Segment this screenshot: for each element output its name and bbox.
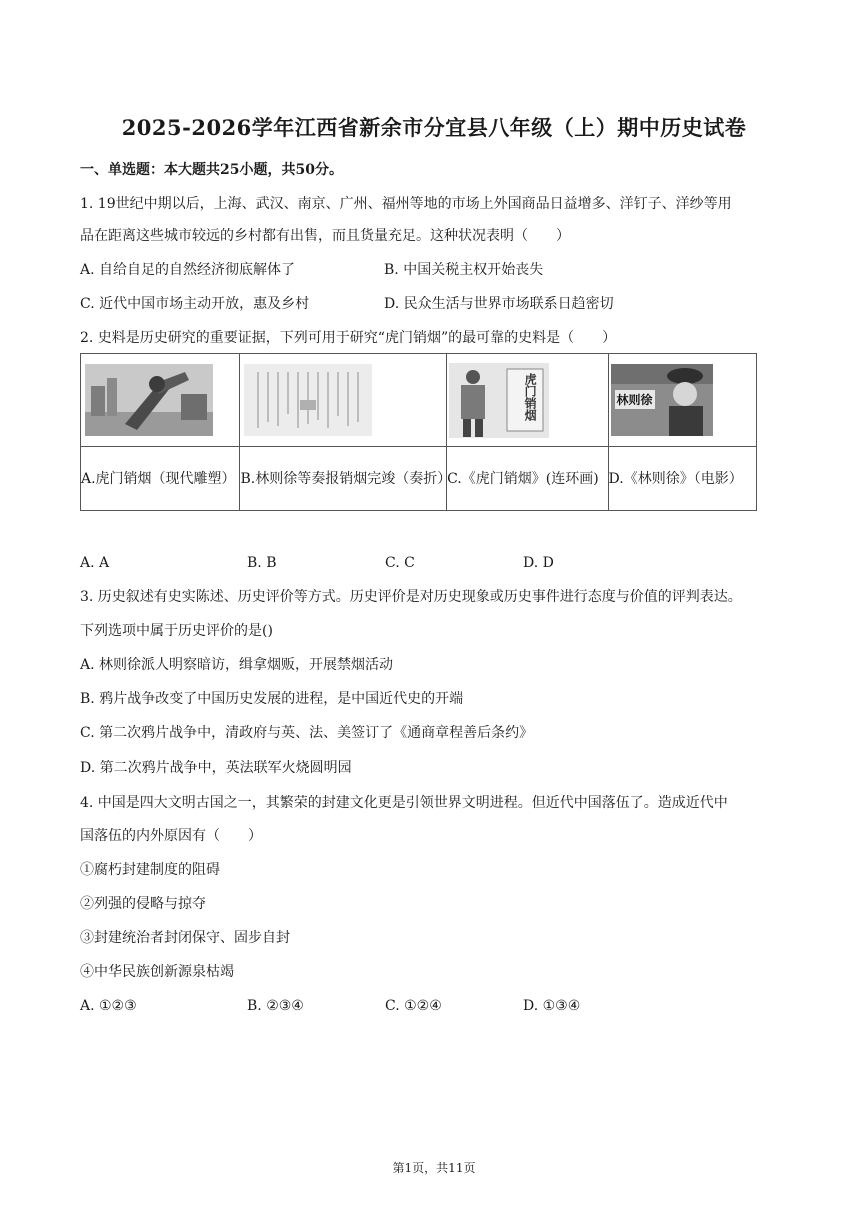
- q4-stem-line2: 国落伍的内外原因有（ ）: [80, 828, 262, 844]
- q4-option-d: D. ①③④: [523, 998, 581, 1014]
- q1-option-c: C. 近代中国市场主动开放，惠及乡村: [80, 296, 310, 312]
- q2-stem: 2. 史料是历史研究的重要证据，下列可用于研究“虎门销烟”的最可靠的史料是（ ）: [80, 330, 617, 346]
- q4-item-4: ④中华民族创新源泉枯竭: [80, 964, 234, 980]
- q4-item-1: ①腐朽封建制度的阻碍: [80, 862, 220, 878]
- comic-title-text: 虎门销烟: [523, 372, 538, 421]
- q2-image-table: [80, 353, 757, 511]
- q2-option-a: A. A: [80, 555, 110, 571]
- sculpture-image: [85, 364, 213, 436]
- q4-option-c: C. ①②④: [385, 998, 442, 1014]
- poster-title-text: 林则徐: [615, 390, 655, 409]
- q1-option-d: D. 民众生活与世界市场联系日趋密切: [384, 296, 614, 312]
- q3-option-d: D. 第二次鸦片战争中，英法联军火烧圆明园: [80, 760, 352, 776]
- q4-option-a: A. ①②③: [80, 998, 137, 1014]
- section-heading: 一、单选题：本大题共25小题，共50分。: [80, 162, 343, 178]
- q3-option-c: C. 第二次鸦片战争中，清政府与英、法、美签订了《通商章程善后条约》: [80, 725, 534, 741]
- q1-stem-line1: 1. 19世纪中期以后，上海、武汉、南京、广州、福州等地的市场上外国商品日益增多、洋钉子、洋纱等用: [80, 196, 732, 212]
- q3-stem-line2: 下列选项中属于历史评价的是(): [80, 623, 273, 639]
- page-title: 2025-2026学年江西省新余市分宜县八年级（上）期中历史试卷: [121, 115, 747, 140]
- comic-image: [449, 363, 549, 438]
- movie-poster-image: [611, 364, 713, 436]
- q2-caption-b: B.林则徐等奏报销烟完竣（奏折）: [240, 447, 447, 511]
- q1-stem-line2: 品在距离这些城市较远的乡村都有出售，而且货量充足。这种状况表明（ ）: [80, 228, 570, 244]
- q2-option-d: D. D: [523, 555, 554, 571]
- q2-caption-d: D.《林则徐》（电影）: [608, 447, 756, 511]
- q2-cell-image-d: [608, 354, 756, 447]
- q2-caption-a: A.虎门销烟（现代雕塑）: [81, 447, 240, 511]
- q1-option-a: A. 自给自足的自然经济彻底解体了: [80, 262, 296, 278]
- q2-cell-image-c: [447, 354, 608, 447]
- q4-option-b: B. ②③④: [247, 998, 304, 1014]
- page-number: 第1页，共11页: [392, 1161, 476, 1175]
- q2-option-c: C. C: [385, 555, 415, 571]
- q2-caption-c: C.《虎门销烟》(连环画): [447, 447, 608, 511]
- q3-stem-line1: 3. 历史叙述有史实陈述、历史评价等方式。历史评价是对历史现象或历史事件进行态度与价值的评判表达。: [80, 589, 742, 605]
- memorial-document-image: [244, 364, 372, 436]
- q2-cell-image-a: [81, 354, 240, 447]
- q4-item-3: ③封建统治者封闭保守、固步自封: [80, 930, 290, 946]
- q4-stem-line1: 4. 中国是四大文明古国之一，其繁荣的封建文化更是引领世界文明进程。但近代中国落伍了。造成近代中: [80, 795, 728, 811]
- q2-option-b: B. B: [247, 555, 277, 571]
- q3-option-b: B. 鸦片战争改变了中国历史发展的进程，是中国近代史的开端: [80, 691, 464, 707]
- q1-option-b: B. 中国关税主权开始丧失: [384, 262, 544, 278]
- q2-cell-image-b: [240, 354, 447, 447]
- q4-item-2: ②列强的侵略与掠夺: [80, 896, 206, 912]
- q3-option-a: A. 林则徐派人明察暗访，缉拿烟贩，开展禁烟活动: [80, 657, 394, 673]
